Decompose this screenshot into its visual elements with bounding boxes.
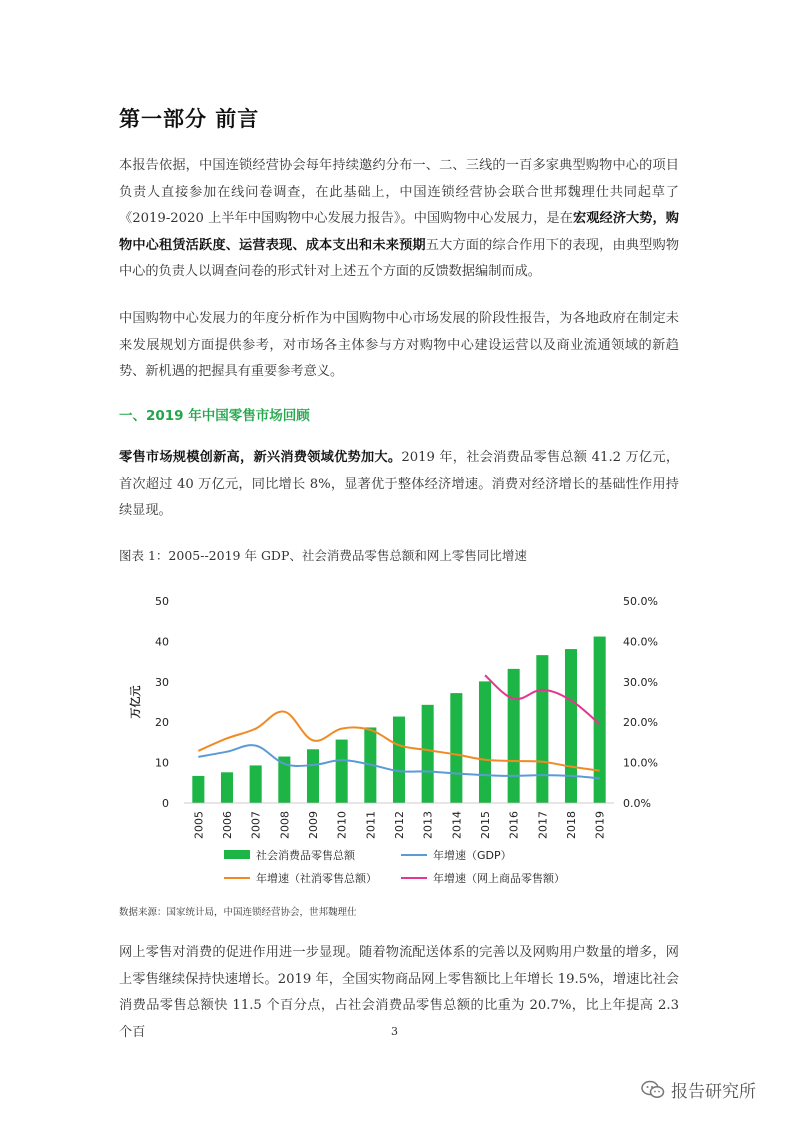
bar-2017 <box>536 655 548 803</box>
p1-bold-text: 宏观经济大势，购物中心租赁活跃度、运营表现、成本支出和未来预期 <box>119 211 679 253</box>
bar-2013 <box>422 705 434 803</box>
online-retail-paragraph: 网上零售对消费的促进作用进一步显现。随着物流配送体系的完善以及网购用户数量的增多，网上零售继续保持快速增长。2019 年，全国实物商品网上零售额比上年增长 19.5%，增速比社会消费品零售总额快 11.5 个百分点，占社会消费品零售总额的比重为 20.7%，比上年提高 2.3 个百 <box>119 945 679 1040</box>
bar-2014 <box>450 693 462 803</box>
bar-2018 <box>565 649 577 803</box>
y2-tick-label: 50.0% <box>623 595 658 608</box>
legend-label-1: 社会消费品零售总额 <box>256 849 355 862</box>
retail-bold-text: 零售市场规模创新高，新兴消费领域优势加大。 <box>119 450 402 465</box>
bar-2006 <box>221 772 233 803</box>
bar-2007 <box>250 765 262 803</box>
y-tick-label: 40 <box>155 635 169 649</box>
source-note: 数据来源：国家统计局，中国连锁经营协会，世邦魏理仕 <box>119 907 357 918</box>
x-tick-label: 2007 <box>249 811 263 839</box>
page-title: 第一部分 前言 <box>119 107 260 131</box>
bar-2010 <box>336 740 348 803</box>
legend-label-4: 年增速（网上商品零售额） <box>433 872 565 885</box>
legend-label-3: 年增速（社消零售总额） <box>256 872 377 885</box>
bar-2009 <box>307 749 319 803</box>
y-axis-label: 万亿元 <box>129 685 142 719</box>
x-tick-label: 2016 <box>507 811 521 839</box>
y-tick-label: 30 <box>155 675 169 689</box>
legend-label-2: 年增速（GDP） <box>433 849 512 862</box>
x-tick-label: 2010 <box>335 811 349 839</box>
x-tick-label: 2015 <box>479 811 492 839</box>
x-tick-label: 2006 <box>221 811 234 839</box>
retail-text: 2019 年，社会消费品零售总额 41.2 万亿元，首次超过 40 万亿元，同比增长 8%，显著优于整体经济增速。消费对经济增长的基础性作用持续显现。 <box>119 450 680 518</box>
p1-text-a: 本报告依据，中国连锁经营协会每年持续邀约分布一、二、三线的一百多家典型购物中心的项目负责人直接参加在线问卷调查，在此基础上，中国连锁经营协会联合世邦魏理仕共同起草了《2019-2020 上半年中国购物中心发展力报告》。中国购物中心发展力，是在 <box>119 158 679 226</box>
intro-paragraph-2: 中国购物中心发展力的年度分析作为中国购物中心市场发展的阶段性报告，为各地政府在制定未来发展规划方面提供参考，对市场各主体参与方对购物中心建设运营以及商业流通领域的新趋势、新机遇的把握具有重要参考意义。 <box>119 311 679 379</box>
legend-swatch-1 <box>224 850 250 859</box>
watermark-text: 报告研究所 <box>671 1082 756 1102</box>
y2-tick-label: 40.0% <box>623 635 658 649</box>
section-heading: 一、2019 年中国零售市场回顾 <box>119 408 310 424</box>
x-tick-label: 2017 <box>536 811 550 839</box>
y2-tick-label: 20.0% <box>623 716 658 730</box>
y-tick-label: 50 <box>155 595 169 608</box>
x-tick-label: 2013 <box>421 811 435 839</box>
y-tick-label: 0 <box>162 797 169 810</box>
x-tick-label: 2019 <box>593 811 607 839</box>
x-tick-label: 2008 <box>278 811 292 839</box>
bar-2005 <box>192 776 204 803</box>
x-tick-label: 2018 <box>565 811 578 839</box>
intro-paragraph-1 <box>119 153 679 286</box>
watermark <box>641 1077 756 1102</box>
bar-2012 <box>393 717 405 803</box>
x-tick-label: 2014 <box>450 811 464 839</box>
bar-2016 <box>508 669 520 803</box>
wechat-icon <box>641 1080 665 1100</box>
y2-tick-label: 30.0% <box>623 675 658 689</box>
x-tick-label: 2009 <box>307 811 320 839</box>
x-tick-label: 2012 <box>393 811 406 839</box>
p1-text-c: 五大方面的综合作用下的表现，由典型购物中心的负责人以调查问卷的形式针对上述五个方面的反馈数据编制而成。 <box>119 237 679 279</box>
retail-paragraph <box>119 445 679 525</box>
bar-2015 <box>479 681 491 803</box>
figure-caption: 图表 1：2005--2019 年 GDP、社会消费品零售总额和网上零售同比增速 <box>119 548 527 563</box>
y2-tick-label: 10.0% <box>623 756 658 770</box>
x-tick-label: 2005 <box>192 811 206 839</box>
y2-tick-label: 0.0% <box>623 797 651 810</box>
y-tick-label: 10 <box>155 756 169 770</box>
y-tick-label: 20 <box>155 716 169 730</box>
page-number: 3 <box>391 1025 398 1038</box>
retail-growth-chart <box>119 580 679 896</box>
x-tick-label: 2011 <box>364 811 378 839</box>
